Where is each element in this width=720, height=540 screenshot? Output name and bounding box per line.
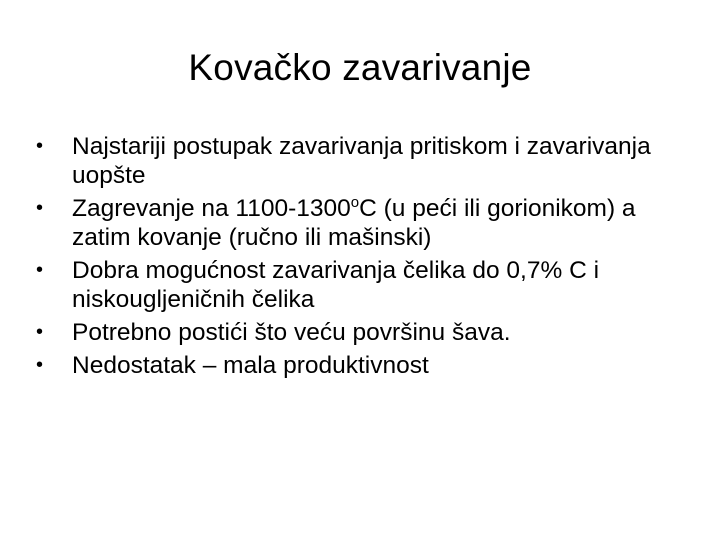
bullet-text: Dobra mogućnost zavarivanja čelika do 0,7% C i niskougljeničnih čelika	[72, 257, 600, 313]
bullet-dot-icon: •	[36, 259, 44, 281]
bullet-text	[72, 195, 636, 251]
bullet-item-3	[36, 256, 686, 314]
bullet-item-1	[36, 132, 686, 190]
bullet-list	[36, 132, 686, 384]
bullet-text-pre: Zagrevanje na 1100-1300	[72, 195, 351, 222]
slide-title: Kovačko zavarivanje	[188, 47, 532, 88]
bullet-text: Nedostatak – mala produktivnost	[72, 352, 429, 379]
bullet-text-post: C (u peći ili gorionikom) a zatim kovanje (ručno ili mašinski)	[72, 195, 636, 251]
bullet-text: Najstariji postupak zavarivanja pritiskom i zavarivanja uopšte	[72, 133, 651, 189]
bullet-item-5	[36, 351, 686, 380]
bullet-item-4	[36, 318, 686, 347]
bullet-dot-icon: •	[36, 135, 44, 157]
degree-superscript: o	[350, 194, 360, 211]
bullet-item-2	[36, 194, 686, 252]
bullet-dot-icon: •	[36, 321, 44, 343]
bullet-text: Potrebno postići što veću površinu šava.	[72, 319, 511, 346]
bullet-dot-icon: •	[36, 197, 44, 219]
bullet-dot-icon: •	[36, 354, 44, 376]
